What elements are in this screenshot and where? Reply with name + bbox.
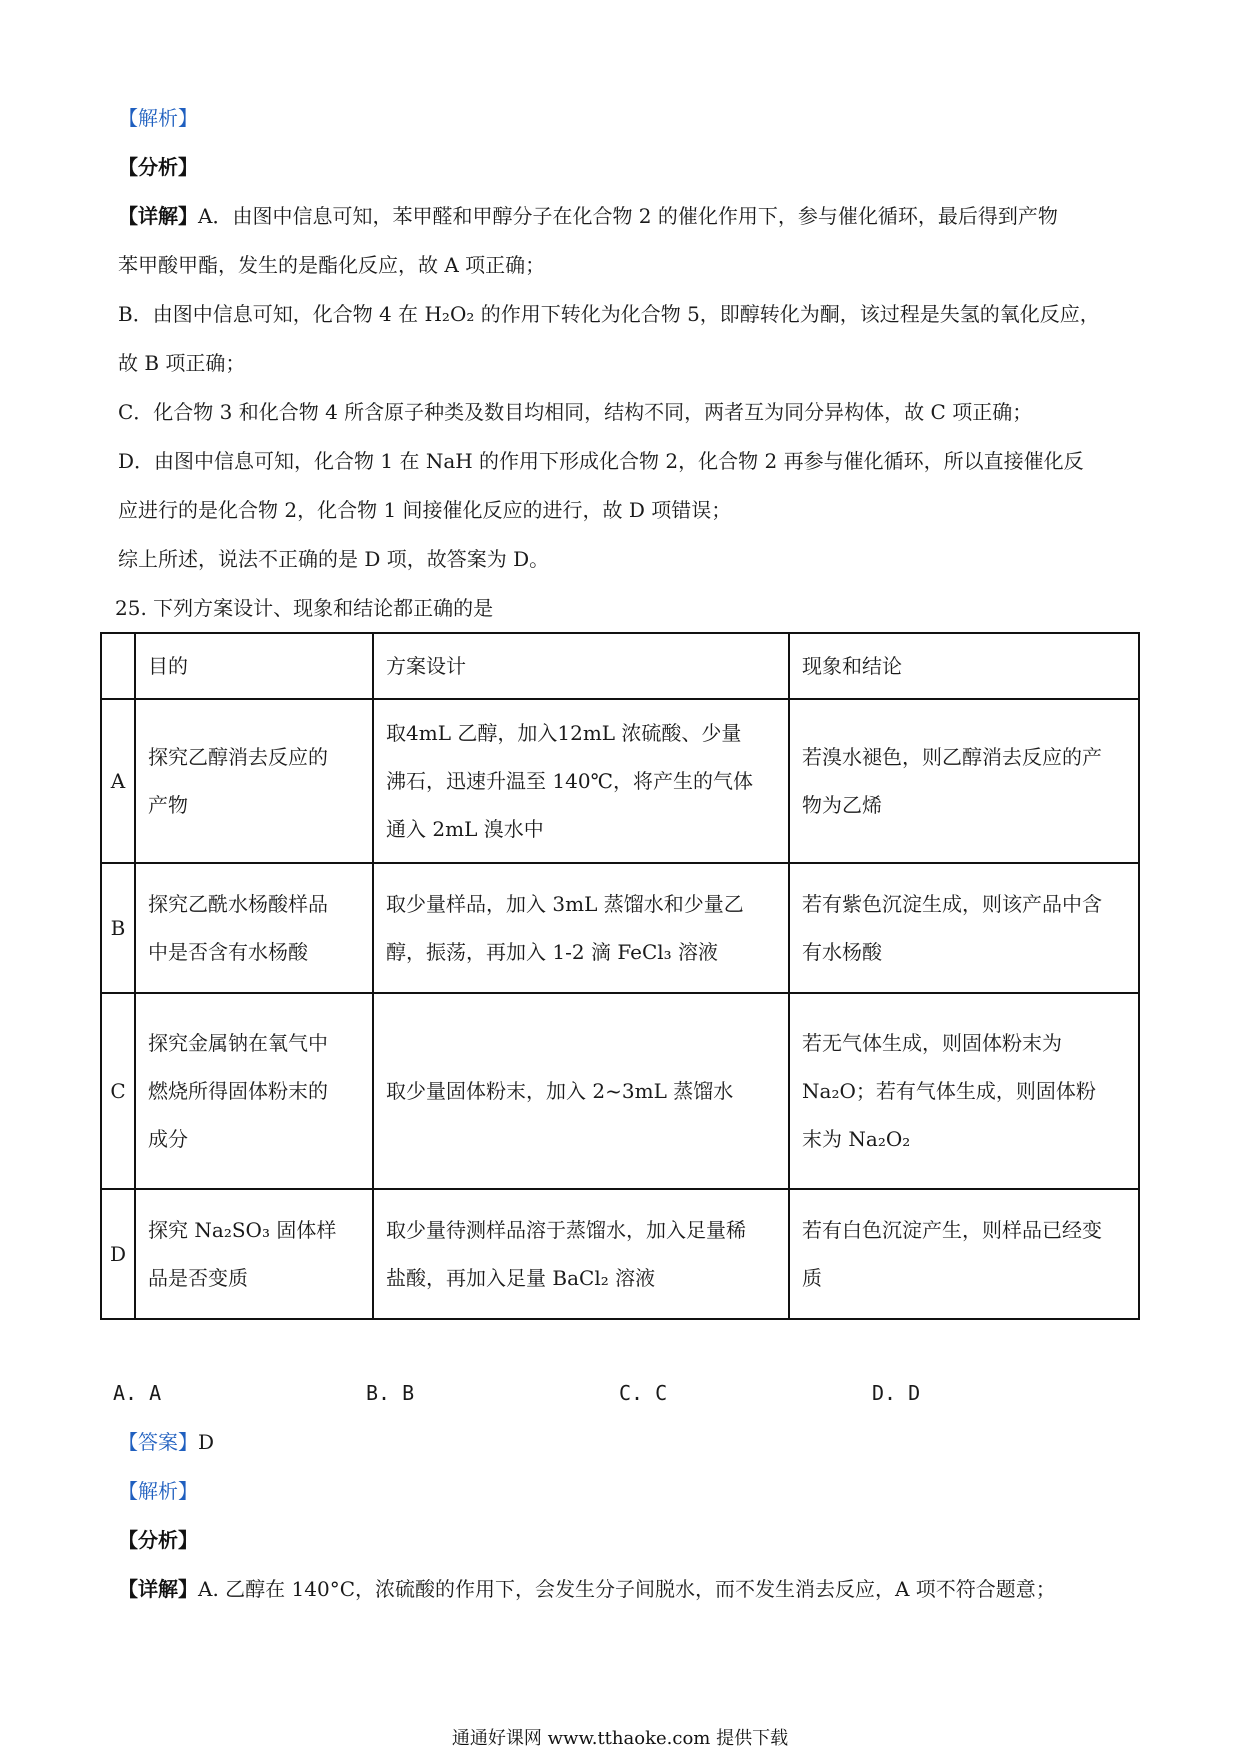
cell-line: 有水杨酸 bbox=[802, 940, 883, 964]
option-d: D. D bbox=[872, 1381, 921, 1405]
analysis-tag: 【解析】 bbox=[118, 106, 198, 130]
cell-line: 取4mL 乙醇，加入12mL 浓硫酸、少量 bbox=[386, 721, 742, 745]
detail-tag: 【详解】 bbox=[118, 204, 198, 228]
table-header-row bbox=[101, 633, 1139, 699]
cell-line: 中是否含有水杨酸 bbox=[148, 940, 309, 964]
cell-line: 探究乙醇消去反应的 bbox=[148, 745, 329, 769]
detail-line bbox=[118, 1577, 1056, 1601]
option-c: C. C bbox=[619, 1381, 668, 1405]
header-result: 现象和结论 bbox=[789, 633, 1139, 699]
row-result bbox=[789, 863, 1139, 993]
detail-line: 故 B 项正确； bbox=[118, 351, 246, 375]
header-id bbox=[101, 633, 135, 699]
row-id: D bbox=[101, 1189, 135, 1319]
cell-line: 盐酸，再加入足量 BaCl₂ 溶液 bbox=[386, 1266, 656, 1290]
row-goal bbox=[135, 863, 373, 993]
cell-line: 取少量固体粉末，加入 2~3mL 蒸馏水 bbox=[386, 1079, 734, 1103]
cell-line: 探究 Na₂SO₃ 固体样 bbox=[148, 1218, 337, 1242]
analysis-tag: 【解析】 bbox=[118, 1479, 198, 1503]
header-goal: 目的 bbox=[135, 633, 373, 699]
cell-line: 燃烧所得固体粉末的 bbox=[148, 1079, 329, 1103]
table-row bbox=[101, 993, 1139, 1189]
question-stem: 25. 下列方案设计、现象和结论都正确的是 bbox=[115, 596, 494, 620]
option-b: B. B bbox=[366, 1381, 415, 1405]
detail-text: A. 乙醇在 140°C，浓硫酸的作用下，会发生分子间脱水，而不发生消去反应，A 项不符合题意； bbox=[198, 1577, 1056, 1601]
answer-value: D bbox=[198, 1430, 215, 1454]
row-id: B bbox=[101, 863, 135, 993]
table-row bbox=[101, 699, 1139, 863]
page-footer: 通通好课网 www.tthaoke.com 提供下载 bbox=[451, 1728, 789, 1749]
cell-line: 产物 bbox=[148, 793, 189, 817]
detail-line: 应进行的是化合物 2，化合物 1 间接催化反应的进行，故 D 项错误； bbox=[118, 498, 732, 522]
fenxi-tag: 【分析】 bbox=[118, 155, 198, 179]
row-result bbox=[789, 699, 1139, 863]
cell-line: 通入 2mL 溴水中 bbox=[386, 817, 544, 841]
cell-line: 沸石，迅速升温至 140℃，将产生的气体 bbox=[386, 769, 753, 793]
row-id: C bbox=[101, 993, 135, 1189]
row-result bbox=[789, 1189, 1139, 1319]
option-a: A. A bbox=[113, 1381, 162, 1405]
cell-line: 探究乙酰水杨酸样品 bbox=[148, 892, 329, 916]
detail-text: A．由图中信息可知，苯甲醛和甲醇分子在化合物 2 的催化作用下，参与催化循环，最后得到产物 bbox=[198, 204, 1058, 228]
cell-line: 若有紫色沉淀生成，则该产品中含 bbox=[802, 892, 1103, 916]
cell-line: 成分 bbox=[148, 1127, 189, 1151]
cell-line: 取少量样品，加入 3mL 蒸馏水和少量乙 bbox=[386, 892, 744, 916]
cell-line: 取少量待测样品溶于蒸馏水，加入足量稀 bbox=[386, 1218, 747, 1242]
cell-line: 品是否变质 bbox=[148, 1266, 249, 1290]
fenxi-tag: 【分析】 bbox=[118, 1528, 198, 1552]
detail-tag: 【详解】 bbox=[118, 1577, 198, 1601]
cell-line: 若无气体生成，则固体粉末为 bbox=[802, 1031, 1063, 1055]
table-row bbox=[101, 1189, 1139, 1319]
row-result bbox=[789, 993, 1139, 1189]
detail-line bbox=[118, 204, 1058, 228]
detail-line: 综上所述，说法不正确的是 D 项，故答案为 D。 bbox=[118, 547, 550, 571]
cell-line: Na₂O；若有气体生成，则固体粉 bbox=[802, 1079, 1096, 1103]
question-table bbox=[100, 632, 1140, 1320]
row-design bbox=[373, 863, 789, 993]
row-design bbox=[373, 699, 789, 863]
cell-line: 末为 Na₂O₂ bbox=[802, 1127, 911, 1151]
row-design bbox=[373, 993, 789, 1189]
detail-line: C．化合物 3 和化合物 4 所含原子种类及数目均相同，结构不同，两者互为同分异构体，故 C 项正确； bbox=[118, 400, 1033, 424]
row-design bbox=[373, 1189, 789, 1319]
row-id: A bbox=[101, 699, 135, 863]
cell-line: 探究金属钠在氧气中 bbox=[148, 1031, 329, 1055]
row-goal bbox=[135, 1189, 373, 1319]
header-design: 方案设计 bbox=[373, 633, 789, 699]
cell-line: 质 bbox=[802, 1266, 823, 1290]
detail-line: B．由图中信息可知，化合物 4 在 H₂O₂ 的作用下转化为化合物 5，即醇转化为酮，该过程是失氢的氧化反应， bbox=[118, 302, 1100, 326]
row-goal bbox=[135, 699, 373, 863]
answer-tag: 【答案】 bbox=[118, 1430, 198, 1454]
cell-line: 醇，振荡，再加入 1-2 滴 FeCl₃ 溶液 bbox=[386, 940, 719, 964]
answer-line bbox=[118, 1430, 214, 1454]
cell-line: 若溴水褪色，则乙醇消去反应的产 bbox=[802, 745, 1103, 769]
cell-line: 物为乙烯 bbox=[802, 793, 883, 817]
detail-line: D．由图中信息可知，化合物 1 在 NaH 的作用下形成化合物 2，化合物 2 再参与催化循环，所以直接催化反 bbox=[118, 449, 1084, 473]
detail-line: 苯甲酸甲酯，发生的是酯化反应，故 A 项正确； bbox=[118, 253, 546, 277]
cell-line: 若有白色沉淀产生，则样品已经变 bbox=[802, 1218, 1103, 1242]
table-row bbox=[101, 863, 1139, 993]
row-goal bbox=[135, 993, 373, 1189]
